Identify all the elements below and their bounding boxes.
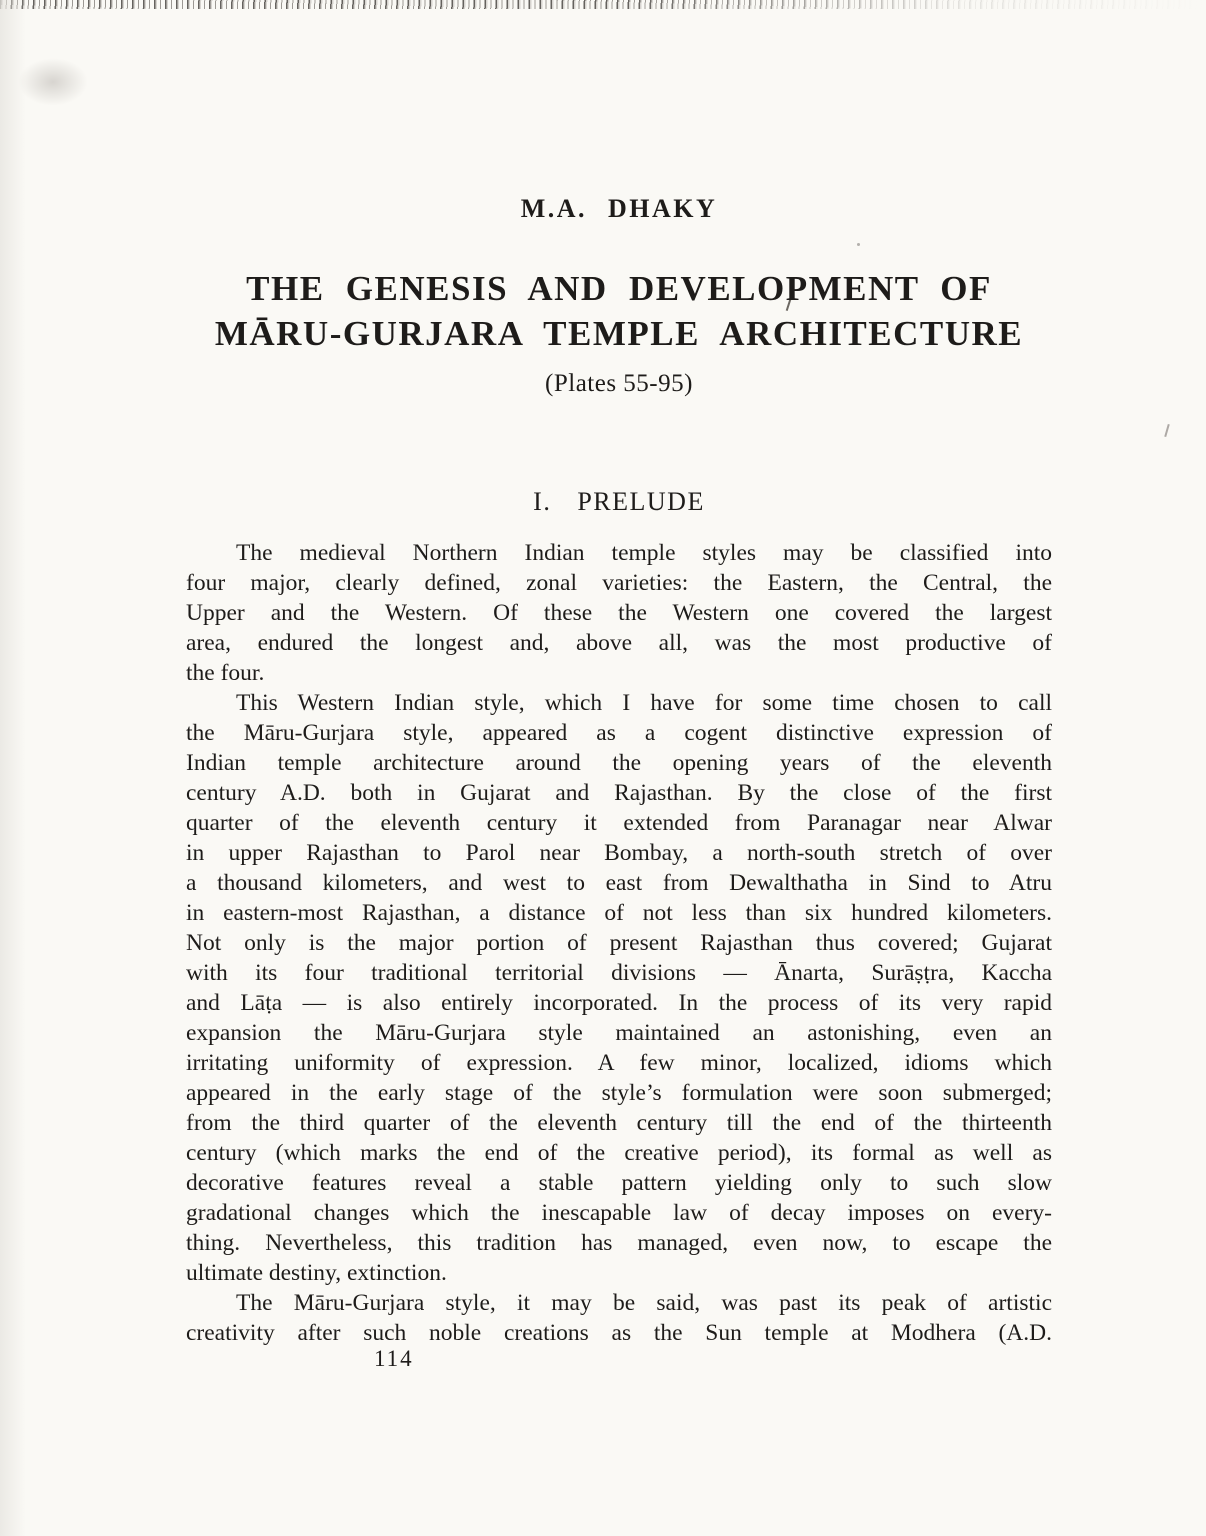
text-line: appeared in the early stage of the style’s formulation were soon submerged;: [186, 1080, 1052, 1106]
text-line: expansion the Māru-Gurjara style maintained an astonishing, even an: [186, 1020, 1052, 1046]
paragraph: [186, 538, 1052, 688]
text-line: area, endured the longest and, above all, was the most productive of: [186, 630, 1052, 656]
text-line: with its four traditional territorial divisions — Ānarta, Surāṣṭra, Kaccha: [186, 960, 1052, 986]
text-line: irritating uniformity of expression. A few minor, localized, idioms which: [186, 1050, 1052, 1076]
text-line: and Lāṭa — is also entirely incorporated. In the process of its very rapid: [186, 990, 1052, 1016]
text-line: Not only is the major portion of present Rajasthan thus covered; Gujarat: [186, 930, 1052, 956]
text-line: creativity after such noble creations as the Sun temple at Modhera (A.D.: [186, 1320, 1052, 1346]
scan-smudge: [18, 58, 88, 106]
text-line: century A.D. both in Gujarat and Rajasthan. By the close of the first: [186, 780, 1052, 806]
text-line: ultimate destiny, extinction.: [186, 1260, 447, 1286]
scan-speck: [1164, 424, 1170, 437]
text-line: a thousand kilometers, and west to east from Dewalthatha in Sind to Atru: [186, 870, 1052, 896]
text-line: gradational changes which the inescapable law of decay imposes on every-: [186, 1200, 1052, 1226]
text-line: in eastern-most Rajasthan, a distance of not less than six hundred kilometers.: [186, 900, 1052, 926]
section-title: PRELUDE: [577, 487, 705, 516]
text-line: from the third quarter of the eleventh century till the end of the thirteenth: [186, 1110, 1052, 1136]
page-number: 114: [374, 1346, 414, 1371]
text-line: This Western Indian style, which I have for some time chosen to call: [236, 690, 1052, 716]
text-line: the Māru-Gurjara style, appeared as a cogent distinctive expression of: [186, 720, 1052, 746]
text-line: The medieval Northern Indian temple styles may be classified into: [236, 540, 1052, 566]
article-title: [186, 266, 1052, 356]
text-line: Upper and the Western. Of these the Western one covered the largest: [186, 600, 1052, 626]
paragraph: [186, 688, 1052, 1288]
text-column: [186, 0, 1052, 1536]
article-title-line-2: MĀRU-GURJARA TEMPLE ARCHITECTURE: [214, 314, 1024, 353]
article-body: [186, 538, 1052, 1348]
article-title-line-1: THE GENESIS AND DEVELOPMENT OF: [246, 269, 992, 308]
text-line: decorative features reveal a stable pattern yielding only to such slow: [186, 1170, 1052, 1196]
scan-shadow-left-edge: [0, 0, 26, 1536]
paragraph: [186, 1288, 1052, 1348]
plates-reference: (Plates 55-95): [545, 370, 693, 397]
text-line: in upper Rajasthan to Parol near Bombay, a north-south stretch of over: [186, 840, 1052, 866]
section-heading: [186, 487, 1052, 517]
text-line: the four.: [186, 660, 265, 686]
section-number: I.: [533, 487, 552, 516]
text-line: thing. Nevertheless, this tradition has managed, even now, to escape the: [186, 1230, 1052, 1256]
author-name: M.A. DHAKY: [520, 194, 718, 223]
text-line: The Māru-Gurjara style, it may be said, was past its peak of artistic: [236, 1290, 1052, 1316]
text-line: century (which marks the end of the creative period), its formal as well as: [186, 1140, 1052, 1166]
text-line: Indian temple architecture around the opening years of the eleventh: [186, 750, 1052, 776]
text-line: four major, clearly defined, zonal varieties: the Eastern, the Central, the: [186, 570, 1052, 596]
text-line: quarter of the eleventh century it extended from Paranagar near Alwar: [186, 810, 1052, 836]
